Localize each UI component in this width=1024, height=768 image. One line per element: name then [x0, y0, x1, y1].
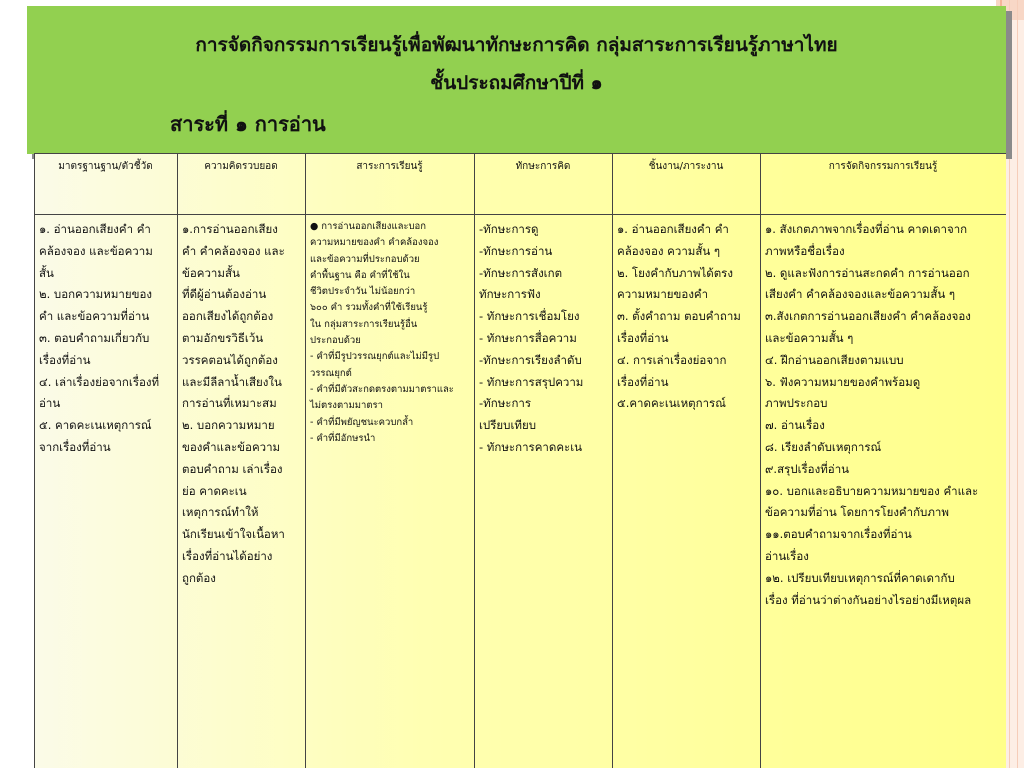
text-line: ๑๐. บอกและอธิบายความหมายของ คำและ	[765, 483, 979, 498]
cell-concepts	[182, 219, 304, 590]
column-header-content: สาระการเรียนรู้	[356, 161, 423, 172]
text-line: -ทักษะการดู	[479, 222, 539, 236]
text-line: เสียงคำ คำคล้องจองและข้อความสั้น ๆ	[765, 287, 956, 302]
column-divider	[612, 153, 613, 768]
text-line: ๔. เล่าเรื่องย่อจากเรื่องที่	[39, 374, 160, 389]
text-line: คำพื้นฐาน คือ คำที่ใช้ใน	[310, 269, 410, 281]
text-line: ตอบคำถาม เล่าเรื่อง	[182, 461, 283, 476]
text-line: ของคำและข้อความ	[182, 439, 281, 454]
text-line: คำ และข้อความที่อ่าน	[39, 309, 150, 324]
text-line: อ่านเรื่อง	[765, 548, 809, 563]
text-line: ๙.สรุปเรื่องที่อ่าน	[765, 461, 850, 476]
text-line: ๑. สังเกตภาพจากเรื่องที่อ่าน คาดเดาจาก	[765, 222, 968, 236]
column-header-thinking-skills: ทักษะการคิด	[515, 161, 571, 172]
text-line: ๑. อ่านออกเสียงคำ คำ	[39, 222, 151, 236]
text-line: ๓. ตั้งคำถาม ตอบคำถาม	[617, 309, 741, 324]
cell-activities	[765, 219, 1003, 611]
grade-title: ชั้นประถมศึกษาปีที่ ๑	[430, 72, 603, 94]
text-line: ๖๐๐ คำ รวมทั้งคำที่ใช้เรียนรู้	[310, 302, 428, 314]
column-divider	[34, 153, 35, 768]
text-line: นักเรียนเข้าใจเนื้อหา	[182, 527, 285, 542]
text-line: ภาพประกอบ	[765, 396, 828, 411]
column-divider	[474, 153, 475, 768]
text-line: วรรณยุกต์	[310, 367, 352, 379]
text-line: ๒. โยงคำกับภาพได้ตรง	[617, 265, 733, 280]
text-line: เรื่องที่อ่าน	[39, 352, 91, 367]
cell-thinking-skills	[479, 219, 611, 459]
text-line: - คำที่มีรูปวรรณยุกต์และไม่มีรูป	[310, 351, 440, 363]
text-line: สั้น	[39, 265, 54, 280]
text-line: ประกอบด้วย	[310, 335, 361, 347]
text-line: ชีวิตประจำวัน ไม่น้อยกว่า	[310, 286, 416, 298]
text-line: อ่าน	[39, 396, 61, 411]
column-header-concept: ความคิดรวบยอด	[204, 161, 278, 172]
text-line: - ทักษะการเชื่อมโยง	[479, 309, 580, 324]
text-line: คล้องจอง ความสั้น ๆ	[617, 243, 721, 258]
text-line: - ทักษะการสรุปความ	[479, 374, 584, 389]
text-line: เรื่องที่อ่าน	[617, 330, 669, 345]
text-line: เรื่อง ที่อ่านว่าต่างกันอย่างไรอย่างมีเหตุผล	[765, 592, 972, 607]
text-line: ๘. เรียงลำดับเหตุการณ์	[765, 439, 882, 454]
text-line: ถูกต้อง	[182, 570, 216, 585]
text-line: ข้อความที่อ่าน โดยการโยงคำกับภาพ	[765, 505, 949, 520]
text-line: คำ คำคล้องจอง และ	[182, 243, 285, 258]
text-line: ๔. การเล่าเรื่องย่อจาก	[617, 352, 727, 367]
cell-content	[310, 219, 472, 447]
text-line: ข้อความสั้น	[182, 265, 240, 280]
text-line: ตามอักขรวิธีเว้น	[182, 330, 264, 345]
text-line: -ทักษะการ	[479, 396, 532, 411]
text-line: ๒. ดูและฟังการอ่านสะกดคำ การอ่านออก	[765, 265, 970, 280]
decorative-line	[1017, 0, 1018, 768]
text-line: ๔. ฝึกอ่านออกเสียงตามแบบ	[765, 352, 904, 367]
text-line: ทักษะการฟัง	[479, 287, 541, 302]
text-line: -ทักษะการเรียงลำดับ	[479, 352, 582, 367]
text-line: - คำที่มีพยัญชนะควบกล้ำ	[310, 416, 414, 428]
curriculum-table-grid	[34, 153, 1006, 768]
column-divider	[177, 153, 178, 768]
text-line: ภาพหรือชื่อเรื่อง	[765, 243, 845, 258]
text-line: เหตุการณ์ทำให้	[182, 505, 259, 520]
cell-standards	[39, 219, 175, 459]
column-header-standard: มาตรฐานฐาน/ตัวชี้วัด	[58, 161, 153, 172]
text-line: และมีลีลาน้ำเสียงใน	[182, 374, 282, 389]
row-divider	[34, 214, 1006, 215]
text-line: การอ่านที่เหมาะสม	[182, 396, 277, 411]
text-line: และข้อความสั้น ๆ	[765, 330, 854, 345]
text-line: ๑.การอ่านออกเสียง	[182, 222, 278, 236]
text-line: ไม่ตรงตามมาตรา	[310, 400, 383, 412]
text-line: - คำที่มีตัวสะกดตรงตามมาตราและ	[310, 383, 454, 395]
title-banner	[27, 6, 1006, 154]
text-line: ๕.คาดคะเนเหตุการณ์	[617, 396, 726, 411]
text-line: ที่ดีผู้อ่านต้องอ่าน	[182, 287, 267, 302]
column-divider	[305, 153, 306, 768]
text-line: เรื่องที่อ่านได้อย่าง	[182, 548, 273, 563]
text-line: - คำที่มีอักษรนำ	[310, 432, 376, 444]
row-divider	[34, 153, 1006, 154]
text-line: ๓. ตอบคำถามเกี่ยวกับ	[39, 330, 150, 345]
text-line: ออกเสียงได้ถูกต้อง	[182, 309, 274, 324]
text-line: ๗. อ่านเรื่อง	[765, 418, 825, 433]
text-line: ๑๑.ตอบคำถามจากเรื่องที่อ่าน	[765, 527, 912, 542]
text-line: ● การอ่านออกเสียงและบอก	[310, 221, 426, 232]
text-line: เปรียบเทียบ	[479, 418, 536, 433]
text-line: ความหมายของคำ	[617, 287, 709, 302]
text-line: วรรคตอนได้ถูกต้อง	[182, 352, 278, 367]
strand-title: สาระที่ ๑ การอ่าน	[170, 112, 326, 136]
column-header-tasks: ชิ้นงาน/ภาระงาน	[648, 161, 724, 172]
text-line: เรื่องที่อ่าน	[617, 374, 669, 389]
text-line: ๖. ฟังความหมายของคำพร้อมดู	[765, 374, 921, 389]
text-line: -ทักษะการอ่าน	[479, 243, 553, 258]
text-line: และข้อความที่ประกอบด้วย	[310, 253, 420, 265]
text-line: ๒. บอกความหมายของ	[39, 287, 152, 302]
text-line: ความหมายของคำ คำคล้องจอง	[310, 237, 439, 249]
text-line: คล้องจอง และข้อความ	[39, 243, 153, 258]
text-line: - ทักษะการคาดคะเน	[479, 439, 582, 454]
column-header-activities: การจัดกิจกรรมการเรียนรู้	[828, 161, 938, 172]
column-divider	[760, 153, 761, 768]
text-line: ย่อ คาดคะเน	[182, 483, 247, 498]
text-line: ๑๒. เปรียบเทียบเหตุการณ์ที่คาดเดากับ	[765, 570, 955, 585]
text-line: ๒. บอกความหมาย	[182, 418, 275, 433]
text-line: ๕. คาดคะเนเหตุการณ์	[39, 418, 152, 433]
cell-tasks	[617, 219, 759, 415]
text-line: ใน กลุ่มสาระการเรียนรู้อื่น	[310, 318, 418, 330]
text-line: - ทักษะการสื่อความ	[479, 330, 577, 345]
page-title: การจัดกิจกรรมการเรียนรู้เพื่อพัฒนาทักษะการคิด กลุ่มสาระการเรียนรู้ภาษาไทย	[195, 34, 838, 56]
text-line: ๑. อ่านออกเสียงคำ คำ	[617, 222, 729, 236]
text-line: -ทักษะการสังเกต	[479, 265, 563, 280]
text-line: จากเรื่องที่อ่าน	[39, 439, 111, 454]
text-line: ๓.สังเกตการอ่านออกเสียงคำ คำคล้องจอง	[765, 309, 971, 324]
